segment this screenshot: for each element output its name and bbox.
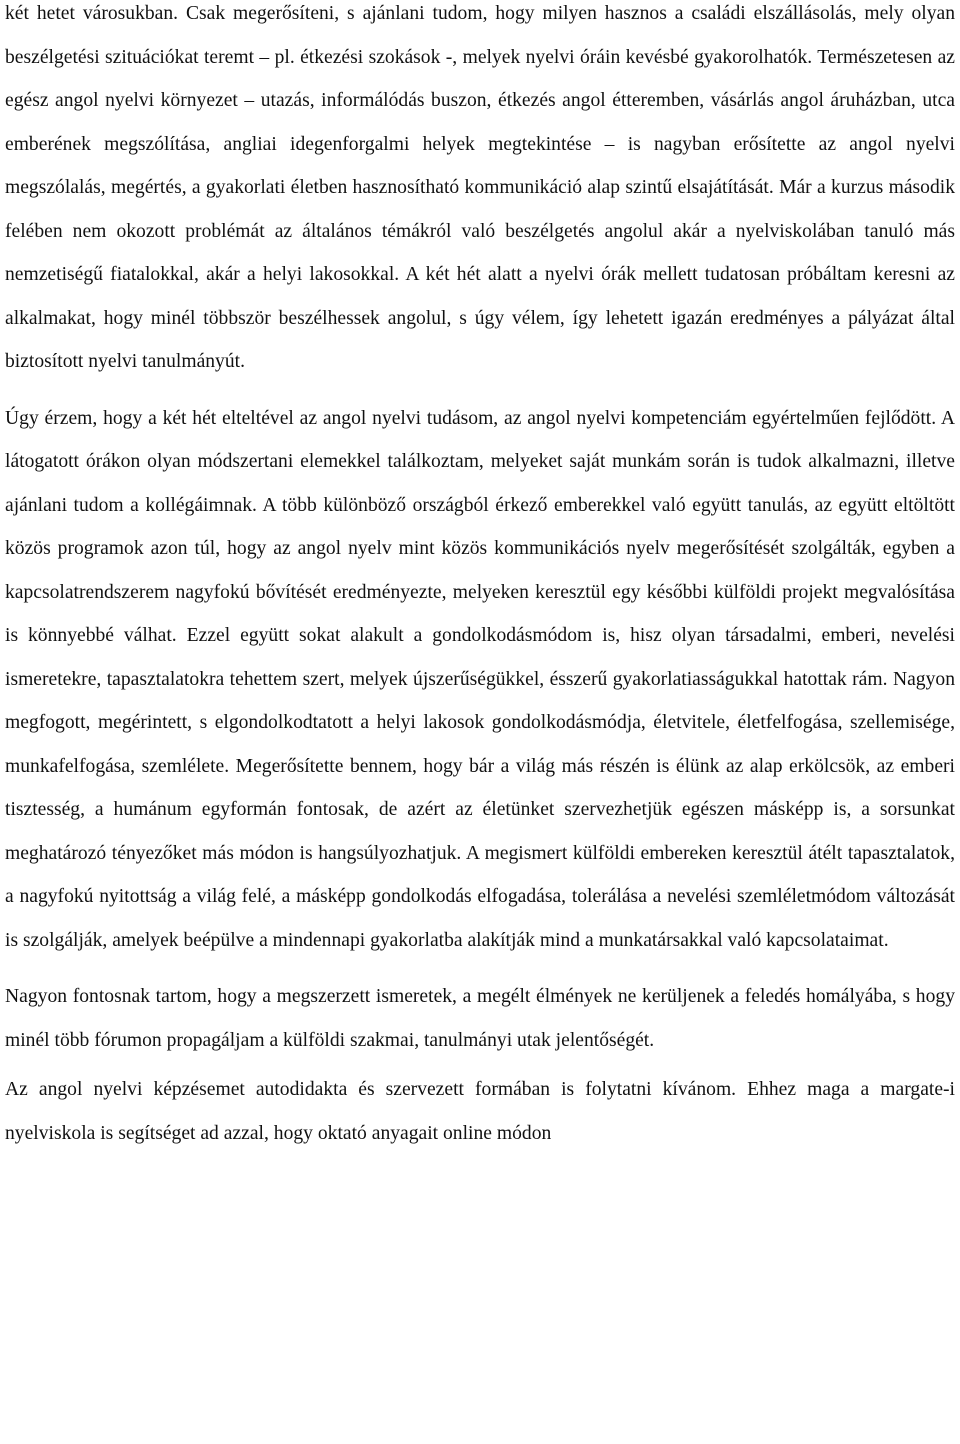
paragraph-3: Nagyon fontosnak tartom, hogy a megszerzett ismeretek, a megélt élmények ne kerüljenek a feledés homályába, s hogy minél több fórumon propagáljam a külföldi szakmai, tanulmányi utak jelentőségét.	[5, 986, 955, 1051]
paragraph-4: Az angol nyelvi képzésemet autodidakta és szervezett formában is folytatni kívánom. Ehhez maga a margate-i nyelviskola is segítséget ad azzal, hogy oktató anyagait online módon	[5, 1079, 955, 1144]
document-page	[5, 0, 955, 1155]
paragraph-2: Úgy érzem, hogy a két hét elteltével az angol nyelvi tudásom, az angol nyelvi kompetenciám egyértelműen fejlődött. A látogatott órákon olyan módszertani elemekkel találkoztam, melyeket saját munkám során is tudok alkalmazni, illetve ajánlani tudom a kollégáimnak. A több különböző országból érkező emberekkel való együtt tanulás, az együtt eltöltött közös programok azon túl, hogy az angol nyelv mint közös kommunikációs nyelv megerősítését szolgálták, egyben a kapcsolatrendszerem nagyfokú bővítését eredményezte, melyeken keresztül egy későbbi külföldi projekt megvalósítása is könnyebbé válhat. Ezzel együtt sokat alakult a gondolkodásmódom is, hisz olyan társadalmi, emberi, nevelési ismeretekre, tapasztalatokra tehettem szert, melyek újszerűségükkel, ésszerű gyakorlatiasságukkal hatottak rám. Nagyon megfogott, megérintett, s elgondolkodtatott a helyi lakosok gondolkodásmódja, életvitele, életfelfogása, szellemisége, munkafelfogása, szemlélete. Megerősítette bennem, hogy bár a világ más részén is élünk az alap erkölcsök, az emberi tisztesség, a humánum egyformán fontosak, de azért az életünket szervezhetjük egészen másképp is, a sorsunkat meghatározó tényezőket más módon is hangsúlyozhatjuk. A megismert külföldi embereken keresztül átélt tapasztalatok, a nagyfokú nyitottság a világ felé, a másképp gondolkodás elfogadása, tolerálása a nevelési szemléletmódom változását is szolgálják, amelyek beépülve a mindennapi gyakorlatba alakítják mind a munkatársakkal való kapcsolataimat.	[5, 407, 955, 951]
paragraph-1: két hetet városukban. Csak megerősíteni, s ajánlani tudom, hogy milyen hasznos a családi elszállásolás, mely olyan beszélgetési szituációkat teremt – pl. étkezési szokások -, melyek nyelvi óráin kevésbé gyakorolhatók. Természetesen az egész angol nyelvi környezet – utazás, informálódás buszon, étkezés angol étteremben, vásárlás angol áruházban, utca emberének megszólítása, angliai idegenforgalmi helyek megtekintése – is nagyban erősítette az angol nyelvi megszólalás, megértés, a gyakorlati életben hasznosítható kommunikáció alap szintű elsajátítását. Már a kurzus második felében nem okozott problémát az általános témákról való beszélgetés angolul akár a nyelviskolában tanuló más nemzetiségű fiatalokkal, akár a helyi lakosokkal. A két hét alatt a nyelvi órák mellett tudatosan próbáltam keresni az alkalmakat, hogy minél többször beszélhessek angolul, s úgy vélem, így lehetett igazán eredményes a pályázat által biztosított nyelvi tanulmányút.	[5, 3, 955, 372]
